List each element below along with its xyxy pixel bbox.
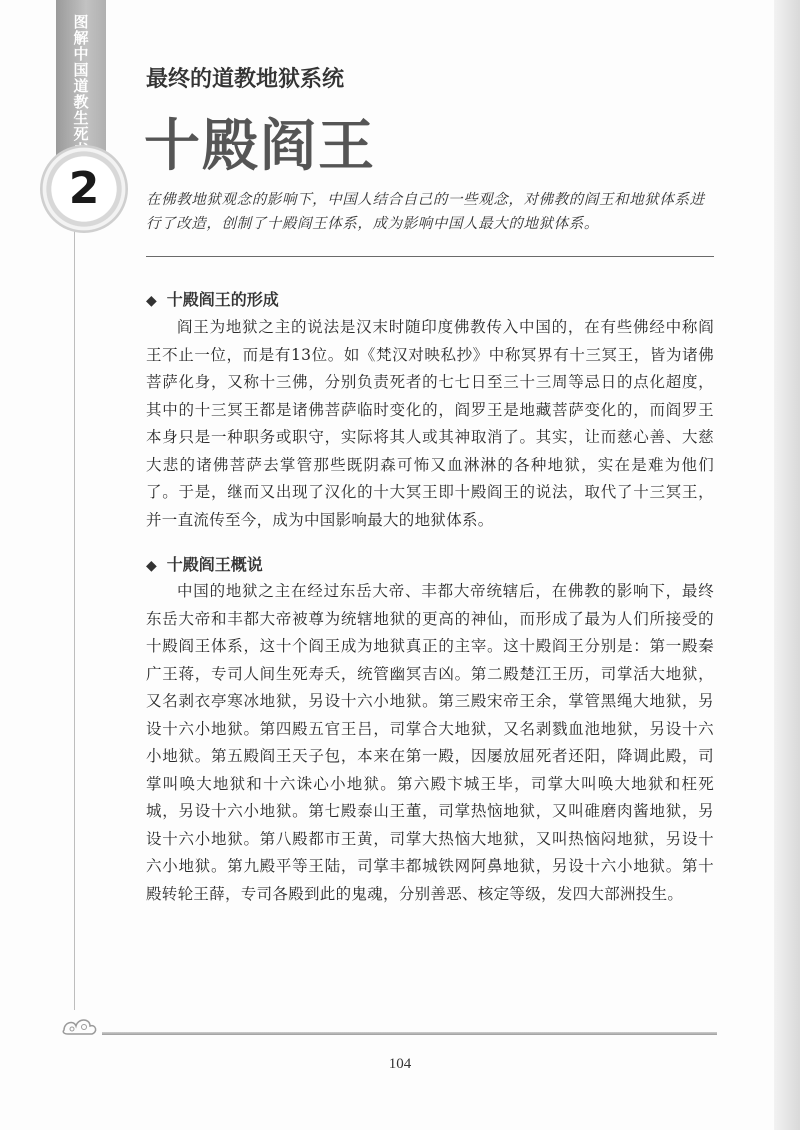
side-tab-label: 图解中国道教生死 <box>73 13 89 143</box>
page-edge-shadow <box>774 0 800 1130</box>
cloud-ornament-icon <box>60 1010 100 1040</box>
page-title: 十殿阎王 <box>144 113 376 179</box>
footer-rule <box>102 1032 717 1035</box>
side-margin-line <box>74 230 75 1010</box>
section-paragraph: 阎王为地狱之主的说法是汉末时随印度佛教传入中国的，在有些佛经中称阎王不止一位，而是有13位。如《梵汉对映私抄》中称冥界有十三冥王，皆为诸佛菩萨化身，又称十三佛，分别负责死者的七七日至三十三周等忌日的点化超度，其中的十三冥王都是诸佛菩萨临时变化的，阎罗王是地藏菩萨变化的，而阎罗王本身只是一种职务或职守，实际将其人或其神取消了。其实，让而慈心善、大慈大悲的诸佛菩萨去掌管那些既阴森可怖又血淋淋的各种地狱，实在是难为他们了。于是，继而又出现了汉化的十大冥王即十殿阎王的说法，取代了十三冥王，并一直流传至今，成为中国影响最大的地狱体系。 <box>146 318 714 529</box>
section-paragraph: 中国的地狱之主在经过东岳大帝、丰都大帝统辖后，在佛教的影响下，最终东岳大帝和丰都大帝被尊为统辖地狱的更高的神仙，而形成了最为人们所接受的十殿阎王体系，这十个阎王成为地狱真正的主宰。这十殿阎王分别是：第一殿秦广王蒋，专司人间生死寿夭，统管幽冥吉凶。第二殿楚江王历，司掌活大地狱，又名剥衣亭寒冰地狱，另设十六小地狱。第三殿宋帝王余，掌管黑绳大地狱，另设十六小地狱。第四殿五官王吕，司掌合大地狱，又名剥戮血池地狱，另设十六小地狱。第五殿阎王天子包，本来在第一殿，因屡放屈死者还阳，降调此殿，司掌叫唤大地狱和十六诛心小地狱。第六殿卞城王毕，司掌大叫唤大地狱和枉死城，另设十六小地狱。第七殿泰山王董，司掌热恼地狱，又叫碓磨肉酱地狱，另设十六小地狱。第八殿都市王黄，司掌大热恼大地狱，又叫热恼闷地狱，另设十六小地狱。第九殿平等王陆，司掌丰都城铁网阿鼻地狱，另设十六小地狱。第十殿转轮王薛，专司各殿到此的鬼魂，分别善恶、核定等级，发四大部洲投生。 <box>146 582 714 903</box>
chapter-number: 2 <box>68 163 100 214</box>
section-heading <box>146 287 279 310</box>
diamond-bullet-icon: ◆ <box>146 558 157 574</box>
diamond-bullet-icon: ◆ <box>146 293 157 309</box>
page-subtitle: 最终的道教地狱系统 <box>146 67 345 92</box>
intro-paragraph: 在佛教地狱观念的影响下，中国人结合自己的一些观念，对佛教的阎王和地狱体系进行了改造，创制了十殿阎王体系，成为影响中国人最大的地狱体系。 <box>146 192 705 232</box>
section-heading-text: 十殿阎王概说 <box>166 555 263 574</box>
section-heading <box>146 552 263 575</box>
intro-divider <box>146 256 714 257</box>
page-number: 104 <box>388 1056 412 1072</box>
section-heading-text: 十殿阎王的形成 <box>166 290 279 309</box>
